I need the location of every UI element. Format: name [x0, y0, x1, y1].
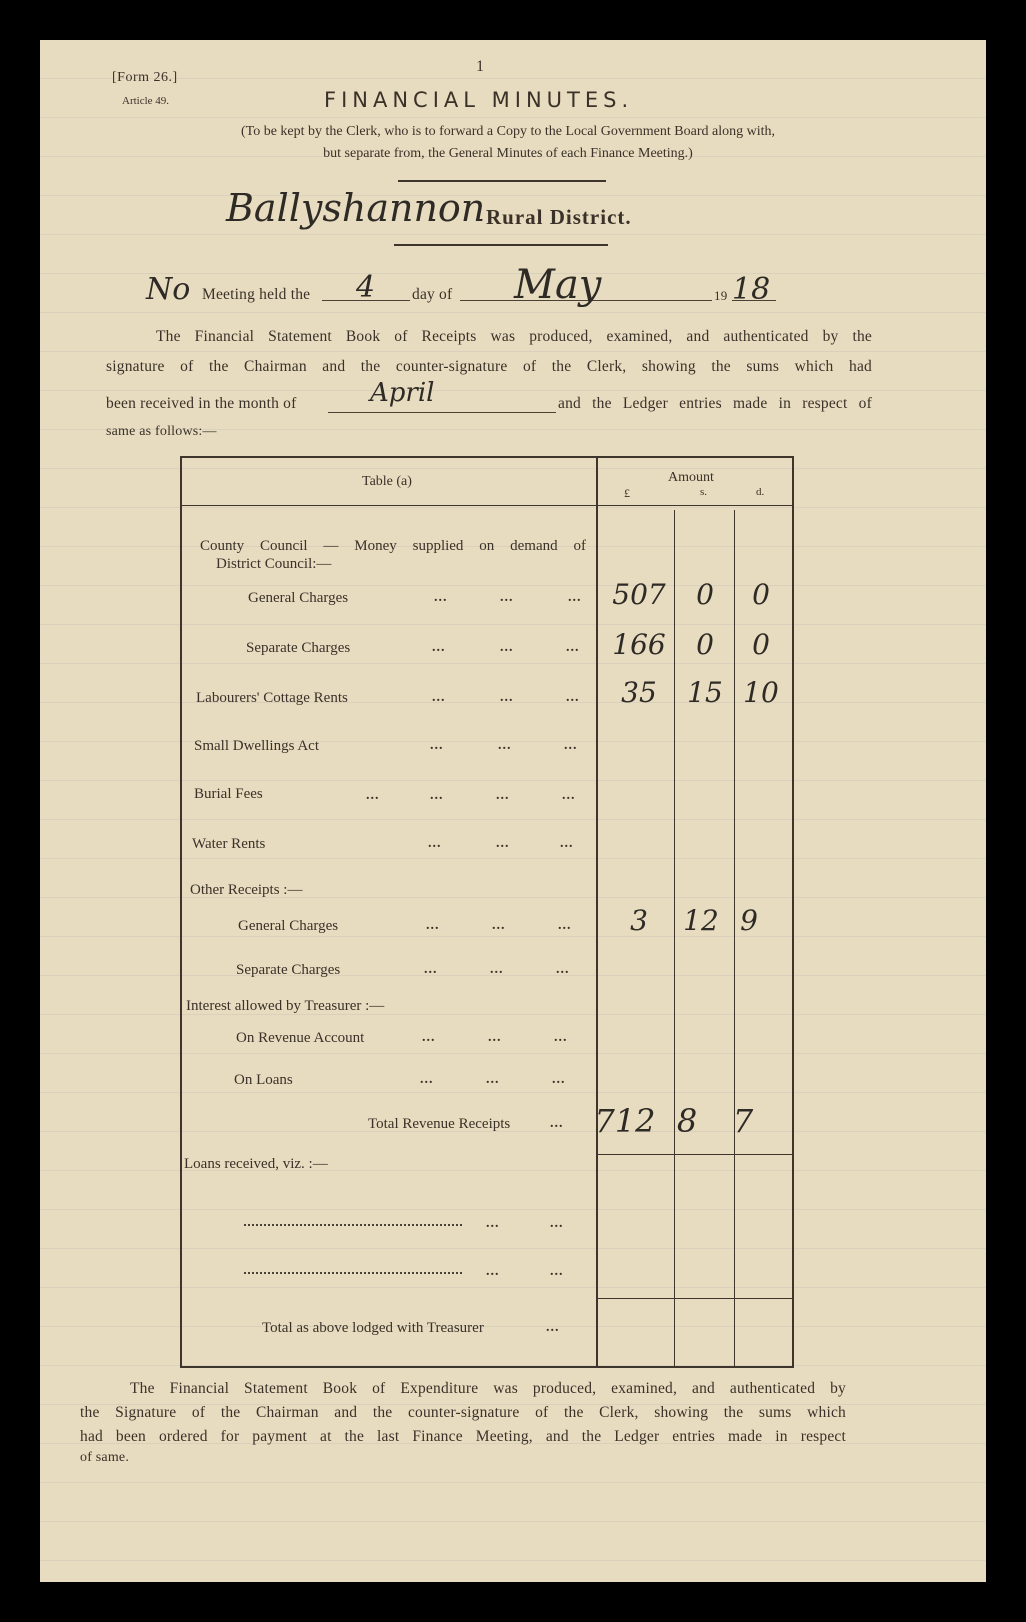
- leader-dots: ...: [566, 690, 580, 705]
- row-label-on-loans: On Loans: [234, 1072, 293, 1088]
- table-header-left: Table (a): [362, 474, 412, 489]
- day-of-label: day of: [412, 286, 453, 303]
- total-revenue-pence: 7: [732, 1102, 754, 1140]
- receipts-month-value: April: [370, 378, 435, 408]
- county-council-line-1: County Council — Money supplied on demand of: [200, 538, 586, 554]
- year-prefix: 19: [714, 288, 728, 303]
- meeting-number-handwritten: No: [146, 272, 191, 307]
- leader-dots: ...: [496, 788, 510, 803]
- receipts-paragraph-line-3-after: and the Ledger entries made in respect of: [558, 395, 872, 412]
- total-revenue-shillings: 8: [676, 1102, 698, 1140]
- expenditure-paragraph-line-2: the Signature of the Chairman and the counter-signature of the Clerk, showing the sums which: [80, 1404, 846, 1421]
- row-label-separate-charges: Separate Charges: [246, 640, 351, 656]
- expenditure-paragraph-line-4: of same.: [80, 1450, 130, 1465]
- leader-dots: ...: [500, 590, 514, 605]
- meeting-month-value: May: [514, 262, 602, 308]
- col-pence-header: d.: [756, 486, 765, 498]
- leader-dots: ...: [562, 788, 576, 803]
- col-shillings-header: s.: [700, 486, 708, 498]
- amount-pence: 10: [743, 676, 779, 709]
- district-printed: Rural District.: [486, 205, 632, 229]
- col-pounds-header: £: [624, 486, 630, 500]
- other-receipts-label: Other Receipts :—: [190, 882, 303, 898]
- leader-dots: ...: [488, 1030, 502, 1045]
- amount-pence: 0: [752, 628, 770, 661]
- page-number: 1: [476, 58, 484, 75]
- amount-pounds: 3: [630, 904, 648, 937]
- leader-dots: ...: [568, 590, 582, 605]
- meeting-day-value: 4: [356, 270, 376, 305]
- table-amount-divider: [596, 458, 598, 1366]
- receipts-paragraph-line-2: signature of the Chairman and the counter-signature of the Clerk, showing the sums which had: [106, 358, 872, 375]
- divider-bottom: [394, 244, 608, 246]
- total-revenue-label: Total Revenue Receipts: [368, 1116, 511, 1132]
- leader-dots: ...: [500, 640, 514, 655]
- leader-dots: ...: [426, 918, 440, 933]
- leader-dots: ...: [434, 590, 448, 605]
- leader-dots: ...: [428, 836, 442, 851]
- row-label-other-separate-charges: Separate Charges: [236, 962, 341, 978]
- row-label-general-charges: General Charges: [248, 590, 349, 606]
- leader-dots: ...: [554, 1030, 568, 1045]
- leader-dots: ...: [550, 1116, 564, 1131]
- loans-total-rule: [598, 1298, 792, 1299]
- amount-pounds: 507: [612, 578, 666, 611]
- leader-dots: ...: [486, 1216, 500, 1231]
- leader-dots: ...: [486, 1072, 500, 1087]
- row-label-other-general-charges: General Charges: [238, 918, 339, 934]
- row-label-small-dwellings-act: Small Dwellings Act: [194, 738, 319, 754]
- form-label: [Form 26.]: [112, 70, 178, 85]
- receipts-month-line: [328, 412, 556, 413]
- leader-dots: ...: [496, 836, 510, 851]
- row-label-burial-fees: Burial Fees: [194, 786, 263, 802]
- row-label-water-rents: Water Rents: [192, 836, 266, 852]
- amount-pounds: 166: [612, 628, 666, 661]
- leader-dots: ...: [492, 918, 506, 933]
- table-header-rule: [182, 505, 792, 506]
- leader-dots: ...: [560, 836, 574, 851]
- leader-dots: ...: [420, 1072, 434, 1087]
- amount-shillings: 0: [696, 578, 714, 611]
- divider-top: [398, 180, 606, 182]
- leader-dots: ...: [422, 1030, 436, 1045]
- interest-label: Interest allowed by Treasurer :—: [186, 998, 385, 1014]
- expenditure-paragraph-line-3: had been ordered for payment at the last Finance Meeting, and the Ledger entries made in respect: [80, 1428, 846, 1445]
- receipts-paragraph-line-3-before: been received in the month of: [106, 395, 297, 412]
- leader-dots: ...: [566, 640, 580, 655]
- leader-dots: ...: [552, 1072, 566, 1087]
- receipts-paragraph-line-4: same as follows:—: [106, 424, 217, 439]
- row-label-labourers-cottage-rents: Labourers' Cottage Rents: [196, 690, 348, 706]
- county-council-line-2: District Council:—: [216, 556, 332, 572]
- loan-entry-line: [244, 1224, 462, 1226]
- leader-dots: ...: [556, 962, 570, 977]
- leader-dots: ...: [486, 1264, 500, 1279]
- expenditure-paragraph-line-1: The Financial Statement Book of Expenditure was produced, examined, and authenticated by: [130, 1380, 846, 1397]
- district-handwritten: Ballyshannon: [226, 186, 486, 230]
- article-label: Article 49.: [122, 95, 170, 107]
- receipts-paragraph-line-1: The Financial Statement Book of Receipts was produced, examined, and authenticated by the: [156, 328, 872, 345]
- leader-dots: ...: [564, 738, 578, 753]
- amount-shillings: 12: [683, 904, 719, 937]
- row-label-on-revenue-account: On Revenue Account: [236, 1030, 365, 1046]
- leader-dots: ...: [432, 690, 446, 705]
- loan-entry-line: [244, 1272, 462, 1274]
- meeting-held-label: Meeting held the: [202, 286, 311, 303]
- leader-dots: ...: [430, 738, 444, 753]
- amount-pence: 9: [740, 904, 758, 937]
- leader-dots: ...: [366, 788, 380, 803]
- total-revenue-pounds: 712: [594, 1102, 656, 1140]
- total-lodged-label: Total as above lodged with Treasurer: [262, 1320, 484, 1336]
- leader-dots: ...: [498, 738, 512, 753]
- leader-dots: ...: [500, 690, 514, 705]
- subtitle-line-2: but separate from, the General Minutes of each Finance Meeting.): [323, 146, 693, 161]
- leader-dots: ...: [424, 962, 438, 977]
- leader-dots: ...: [546, 1320, 560, 1335]
- loans-label: Loans received, viz. :—: [184, 1156, 328, 1172]
- subtitle-line-1: (To be kept by the Clerk, who is to forward a Copy to the Local Government Board along with,: [240, 124, 775, 139]
- leader-dots: ...: [432, 640, 446, 655]
- table-header-amount: Amount: [668, 470, 714, 485]
- leader-dots: ...: [558, 918, 572, 933]
- amount-pounds: 35: [621, 676, 657, 709]
- total-revenue-rule: [598, 1154, 792, 1155]
- leader-dots: ...: [550, 1264, 564, 1279]
- amount-shillings: 0: [696, 628, 714, 661]
- amount-pence: 0: [752, 578, 770, 611]
- leader-dots: ...: [550, 1216, 564, 1231]
- leader-dots: ...: [490, 962, 504, 977]
- page-title: FINANCIAL MINUTES.: [324, 88, 634, 112]
- meeting-year-value: 18: [732, 272, 771, 307]
- document-page: [40, 40, 986, 1582]
- amount-shillings: 15: [687, 676, 723, 709]
- leader-dots: ...: [430, 788, 444, 803]
